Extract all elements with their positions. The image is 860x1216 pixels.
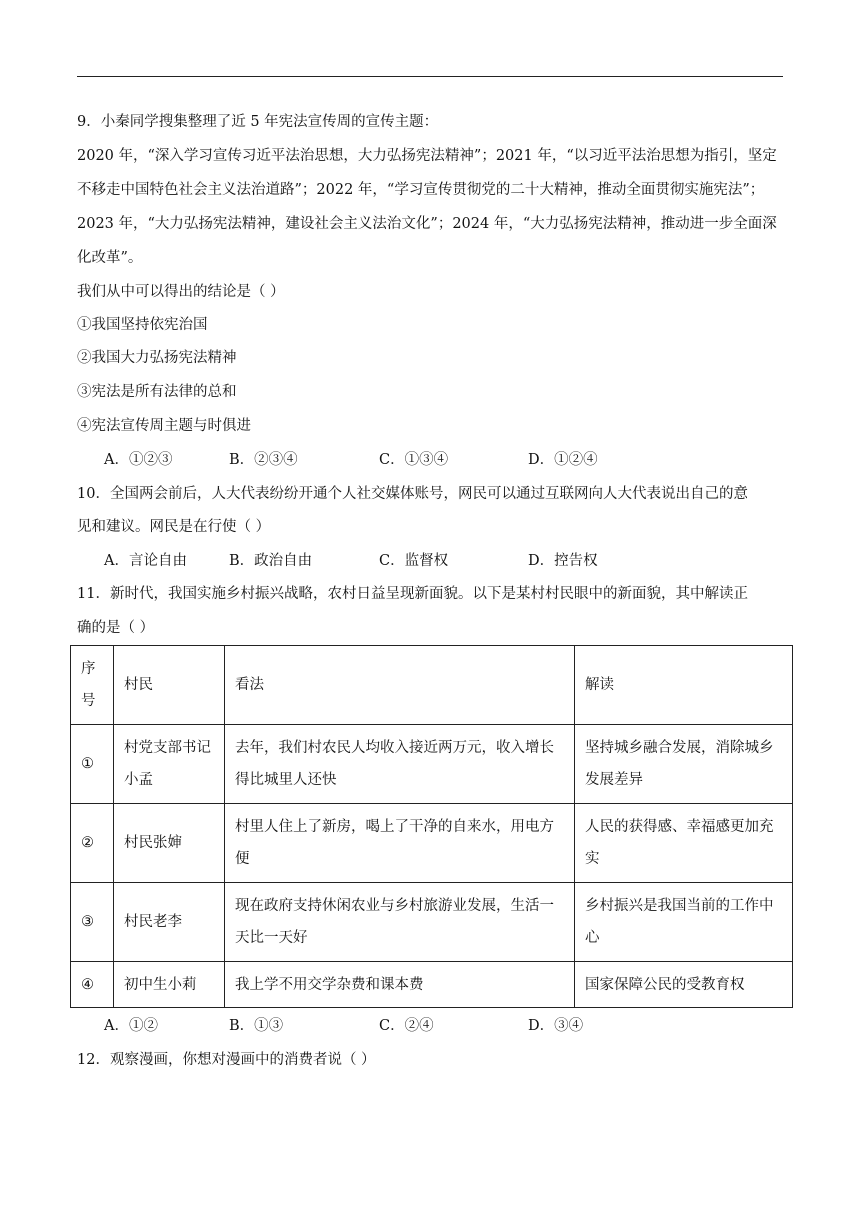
q9-prompt: 我们从中可以得出的结论是（ ） bbox=[77, 284, 285, 300]
row-view-line-1: 村里人住上了新房，喝上了干净的自来水，用电方 bbox=[235, 819, 554, 835]
q9-stem-line-1: 9．小秦同学搜集整理了近 5 年宪法宣传周的宣传主题： bbox=[77, 114, 439, 130]
row-view-line-2: 天比一天好 bbox=[235, 930, 308, 946]
header-villager-text: 村民 bbox=[124, 677, 153, 693]
q11-stem-line-1: 11．新时代，我国实施乡村振兴战略，农村日益呈现新面貌。以下是某村村民眼中的新面貌，其中解读正 bbox=[77, 586, 748, 602]
row-villager-line-1: 村民张婶 bbox=[124, 835, 182, 851]
q11-option-a[interactable]: A．①② bbox=[104, 1018, 158, 1034]
q10-option-d[interactable]: D．控告权 bbox=[528, 553, 598, 569]
row-index-cell bbox=[71, 804, 114, 883]
row-interpretation-line-1: 人民的获得感、幸福感更加充 bbox=[585, 819, 774, 835]
q11-option-b[interactable]: B．①③ bbox=[229, 1018, 284, 1034]
q9-stem-line-5: 化改革”。 bbox=[77, 250, 143, 266]
row-index-cell bbox=[71, 725, 114, 804]
row-interpretation-line-1: 坚持城乡融合发展，消除城乡 bbox=[585, 740, 774, 756]
table-row bbox=[71, 725, 793, 804]
q9-stem-line-2: 2020 年，“深入学习宣传习近平法治思想，大力弘扬宪法精神”；2021 年，“以习近平法治思想为指引，坚定 bbox=[77, 148, 777, 164]
row-villager-line-1: 初中生小莉 bbox=[124, 976, 197, 993]
q9-stem-line-4: 2023 年，“大力弘扬宪法精神，建设社会主义法治文化”；2024 年，“大力弘扬宪法精神，推动进一步全面深 bbox=[77, 216, 777, 232]
table-row bbox=[71, 883, 793, 962]
q11-table bbox=[70, 645, 793, 1008]
header-interpretation-text: 解读 bbox=[585, 677, 614, 693]
q11-option-d[interactable]: D．③④ bbox=[528, 1018, 584, 1034]
row-view-line-2: 得比城里人还快 bbox=[235, 772, 337, 788]
q10-stem-line-1: 10．全国两会前后，人大代表纷纷开通个人社交媒体账号，网民可以通过互联网向人大代表说出自己的意 bbox=[77, 486, 748, 502]
header-view-text: 看法 bbox=[235, 677, 264, 693]
row-index: ③ bbox=[81, 914, 94, 930]
header-cell-interpretation bbox=[575, 646, 793, 725]
q9-option-a[interactable]: A．①②③ bbox=[104, 452, 173, 468]
row-view-line-2: 便 bbox=[235, 851, 250, 867]
table-row bbox=[71, 804, 793, 883]
row-interpretation-line-2: 实 bbox=[585, 851, 600, 867]
header-rule bbox=[77, 76, 783, 77]
row-view-cell bbox=[225, 962, 575, 1008]
row-index-cell bbox=[71, 883, 114, 962]
q10-option-b[interactable]: B．政治自由 bbox=[229, 553, 313, 569]
row-villager-cell bbox=[114, 804, 225, 883]
table-header-row bbox=[71, 646, 793, 725]
q11-stem-line-2: 确的是（ ） bbox=[77, 620, 155, 636]
row-index-cell bbox=[71, 962, 114, 1008]
row-index: ② bbox=[81, 835, 94, 851]
row-view-cell bbox=[225, 804, 575, 883]
header-index-line-2: 号 bbox=[81, 693, 96, 709]
q9-option-c[interactable]: C．①③④ bbox=[379, 452, 449, 468]
row-villager-line-1: 村党支部书记 bbox=[124, 740, 211, 756]
row-view-cell bbox=[225, 725, 575, 804]
row-interpretation-cell bbox=[575, 883, 793, 962]
row-view-line-1: 现在政府支持休闲农业与乡村旅游业发展，生活一 bbox=[235, 898, 554, 914]
table-row bbox=[71, 962, 793, 1008]
header-index-line-1: 序 bbox=[81, 661, 96, 677]
header-cell-view bbox=[225, 646, 575, 725]
q10-option-a[interactable]: A．言论自由 bbox=[104, 553, 187, 569]
q9-stem-line-3: 不移走中国特色社会主义法治道路”；2022 年，“学习宣传贯彻党的二十大精神，推动全面贯彻实施宪法”； bbox=[77, 182, 765, 198]
row-interpretation-cell bbox=[575, 725, 793, 804]
row-interpretation-cell bbox=[575, 804, 793, 883]
q9-statement-4: ④宪法宣传周主题与时俱进 bbox=[77, 418, 251, 434]
row-view-line-1: 我上学不用交学杂费和课本费 bbox=[235, 976, 424, 993]
header-cell-villager bbox=[114, 646, 225, 725]
q12-stem-line-1: 12．观察漫画，你想对漫画中的消费者说（ ） bbox=[77, 1052, 376, 1068]
row-view-cell bbox=[225, 883, 575, 962]
row-villager-line-1: 村民老李 bbox=[124, 914, 182, 930]
q10-option-c[interactable]: C．监督权 bbox=[379, 553, 449, 569]
row-index: ④ bbox=[81, 976, 94, 993]
row-villager-cell bbox=[114, 725, 225, 804]
row-interpretation-line-1: 国家保障公民的受教育权 bbox=[585, 976, 745, 993]
q10-stem-line-2: 见和建议。网民是在行使（ ） bbox=[77, 519, 271, 535]
row-view-line-1: 去年，我们村农民人均收入接近两万元，收入增长 bbox=[235, 740, 554, 756]
row-interpretation-line-2: 发展差异 bbox=[585, 772, 643, 788]
q9-option-b[interactable]: B．②③④ bbox=[229, 452, 298, 468]
q9-statement-2: ②我国大力弘扬宪法精神 bbox=[77, 350, 237, 366]
q9-option-d[interactable]: D．①②④ bbox=[528, 452, 598, 468]
row-interpretation-cell bbox=[575, 962, 793, 1008]
q9-statement-3: ③宪法是所有法律的总和 bbox=[77, 384, 237, 400]
q9-statement-1: ①我国坚持依宪治国 bbox=[77, 317, 208, 333]
row-villager-line-2: 小孟 bbox=[124, 772, 153, 788]
row-villager-cell bbox=[114, 962, 225, 1008]
row-index: ① bbox=[81, 756, 94, 772]
header-cell-index bbox=[71, 646, 114, 725]
row-villager-cell bbox=[114, 883, 225, 962]
q11-option-c[interactable]: C．②④ bbox=[379, 1018, 434, 1034]
row-interpretation-line-1: 乡村振兴是我国当前的工作中 bbox=[585, 898, 774, 914]
row-interpretation-line-2: 心 bbox=[585, 930, 600, 946]
